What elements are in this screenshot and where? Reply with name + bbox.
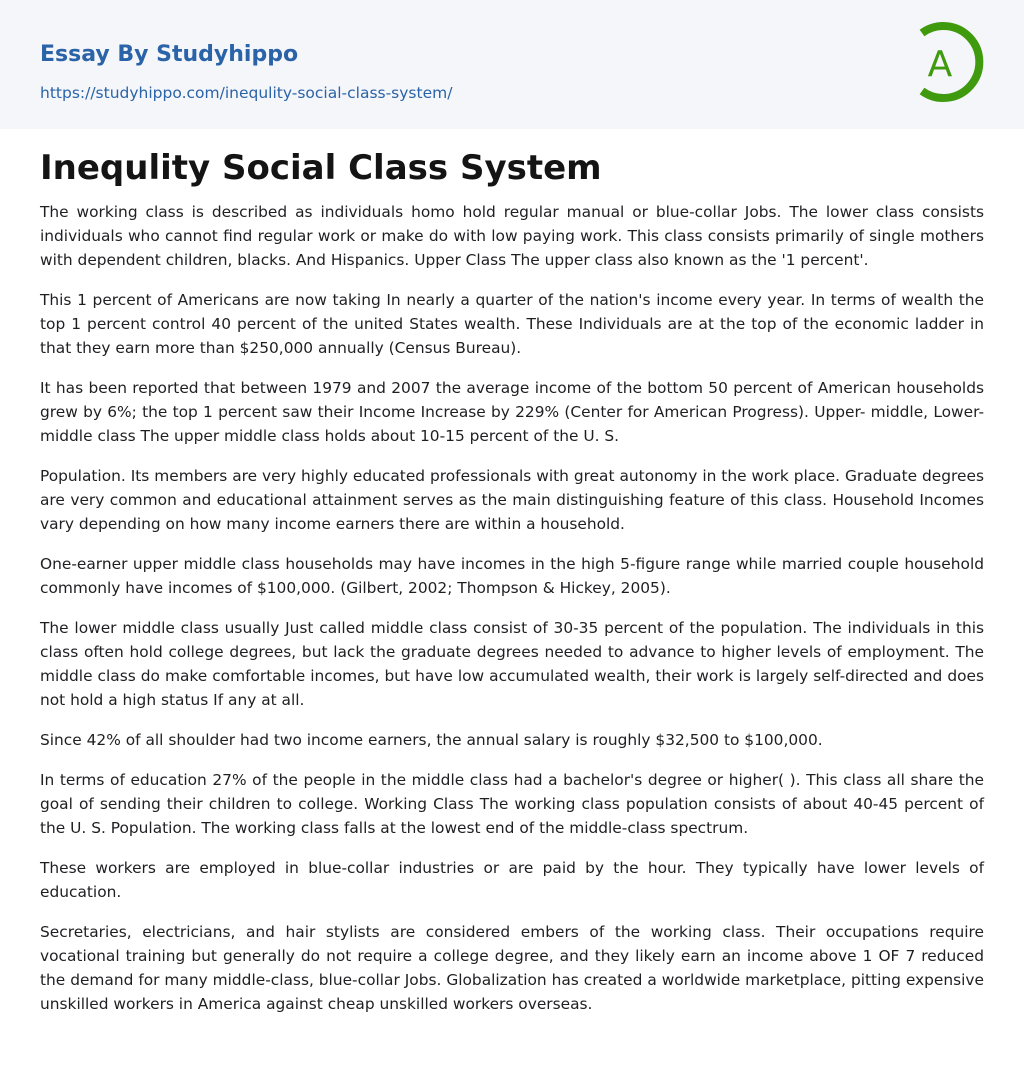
article-body — [40, 200, 984, 1032]
paragraph: This 1 percent of Americans are now taking In nearly a quarter of the nation's income every year. In terms of wealth the top 1 percent control 40 percent of the united States wealth. These Individuals are at the top of the economic ladder in that they earn more than $250,000 annually (Census Bureau). — [40, 291, 984, 357]
paragraph: These workers are employed in blue-collar industries or are paid by the hour. They typically have lower levels of education. — [40, 859, 984, 901]
paragraph: The lower middle class usually Just called middle class consist of 30-35 percent of the population. The individuals in this class often hold college degrees, but lack the graduate degrees needed to advance to higher levels of employment. The middle class do make comfortable incomes, but have low accumulated wealth, their work is largely self-directed and does not hold a high status If any at all. — [40, 619, 984, 709]
page-title: Inequlity Social Class System — [40, 148, 602, 188]
paragraph: One-earner upper middle class households may have incomes in the high 5-figure range while married couple household commonly have incomes of $100,000. (Gilbert, 2002; Thompson & Hickey, 2005). — [40, 555, 984, 597]
paragraph: In terms of education 27% of the people in the middle class had a bachelor's degree or higher( ). This class all share the goal of sending their children to college. Working Class The working class population consists of about 40-45 percent of the U. S. Population. The working class falls at the lowest end of the middle-class spectrum. — [40, 771, 984, 837]
essay-url-link[interactable]: https://studyhippo.com/inequlity-social-class-system/ — [40, 84, 453, 102]
paragraph: Secretaries, electricians, and hair stylists are considered embers of the working class. Their occupations require vocational training but generally do not require a college degree, and they likely earn an income above 1 OF 7 reduced the demand for many middle-class, blue-collar Jobs. Globalization has created a worldwide marketplace, pitting expensive unskilled workers in America against cheap unskilled workers overseas. — [40, 923, 984, 1013]
paragraph: Since 42% of all shoulder had two income earners, the annual salary is roughly $32,500 to $100,000. — [40, 731, 823, 749]
paragraph: It has been reported that between 1979 and 2007 the average income of the bottom 50 percent of American households grew by 6%; the top 1 percent saw their Income Increase by 229% (Center for American Progress). Upper- middle, Lower-middle class The upper middle class holds about 10-15 percent of the U. S. — [40, 379, 984, 445]
paragraph: The working class is described as individuals homo hold regular manual or blue-collar Jobs. The lower class consists individuals who cannot find regular work or make do with low paying work. This class consists primarily of single mothers with dependent children, blacks. And Hispanics. Upper Class The upper class also known as the '1 percent'. — [40, 203, 984, 269]
brand-title: Essay By Studyhippo — [40, 42, 299, 67]
studyhippo-logo-icon[interactable] — [912, 19, 986, 105]
logo-letter: A — [927, 44, 953, 85]
paragraph: Population. Its members are very highly educated professionals with great autonomy in the work place. Graduate degrees are very common and educational attainment serves as the main distinguishing feature of this class. Household Incomes vary depending on how many income earners there are within a household. — [40, 467, 984, 533]
